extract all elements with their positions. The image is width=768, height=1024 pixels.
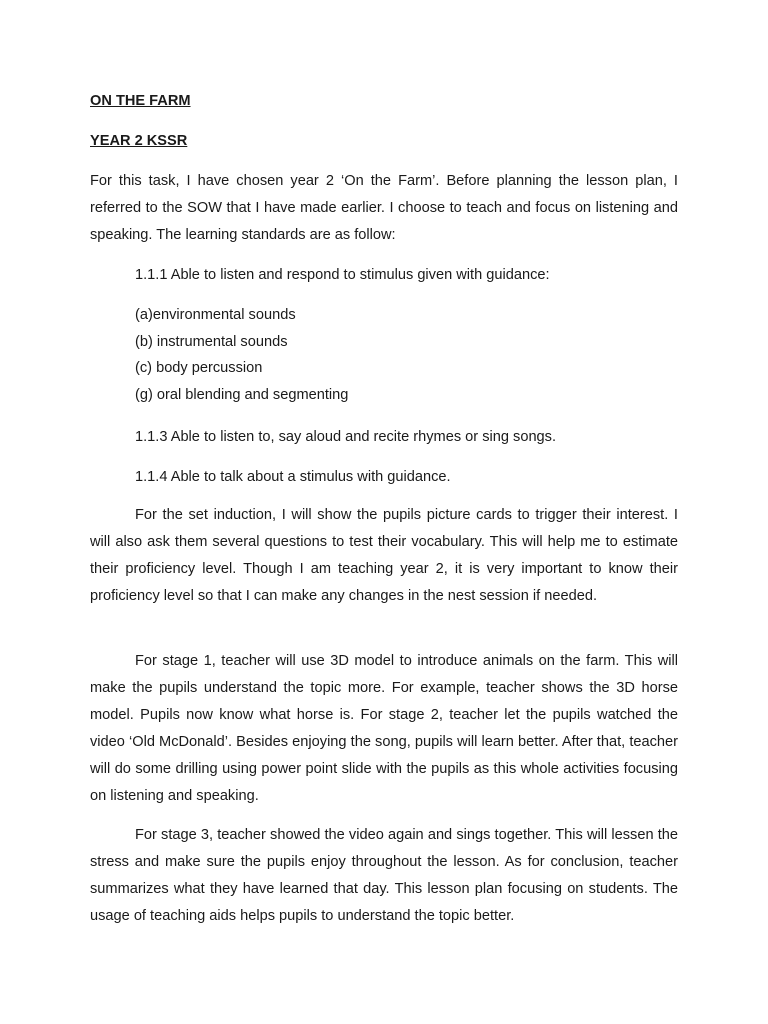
stage3-paragraph — [90, 822, 678, 930]
stage1-paragraph — [90, 648, 678, 810]
standard-1-1-1: 1.1.1 Able to listen and respond to stimulus given with guidance: — [135, 267, 550, 283]
induction-paragraph — [90, 502, 678, 610]
stage1-text: For stage 1, teacher will use 3D model to introduce animals on the farm. This will make the pupils understand the topic more. For example, teacher shows the 3D horse model. Pupils now know what horse is. For stage 2, teacher let the pupils watched the video ‘Old McDonald’. Besides enjoying the song, pupils will learn better. After that, teacher will do some drilling using power point slide with the pupils as this whole activities focusing on listening and speaking. — [90, 653, 678, 804]
sub-item-instrumental: (b) instrumental sounds — [135, 334, 288, 350]
sub-item-oral-blending: (g) oral blending and segmenting — [135, 387, 349, 403]
document-subtitle: YEAR 2 KSSR — [90, 133, 188, 149]
intro-paragraph — [90, 168, 678, 249]
induction-text: For the set induction, I will show the pupils picture cards to trigger their interest. I will also ask them several questions to test their vocabulary. This will help me to estimate their proficiency level. Though I am teaching year 2, it is very important to know their proficiency level so that I can make any changes in the nest session if needed. — [90, 507, 678, 604]
stage3-text: For stage 3, teacher showed the video again and sings together. This will lessen the stress and make sure the pupils enjoy throughout the lesson. As for conclusion, teacher summarizes what they have learned that day. This lesson plan focusing on students. The usage of teaching aids helps pupils to understand the topic better. — [90, 827, 678, 924]
sub-item-environmental: (a)environmental sounds — [135, 307, 296, 323]
standard-1-1-4: 1.1.4 Able to talk about a stimulus with guidance. — [135, 469, 451, 485]
standard-1-1-3: 1.1.3 Able to listen to, say aloud and recite rhymes or sing songs. — [135, 429, 557, 445]
document-title: ON THE FARM — [90, 93, 191, 109]
intro-text: For this task, I have chosen year 2 ‘On the Farm’. Before planning the lesson plan, I referred to the SOW that I have made earlier. I choose to teach and focus on listening and speaking. The learning standards are as follow: — [90, 173, 678, 243]
sub-item-body-percussion: (c) body percussion — [135, 360, 263, 376]
